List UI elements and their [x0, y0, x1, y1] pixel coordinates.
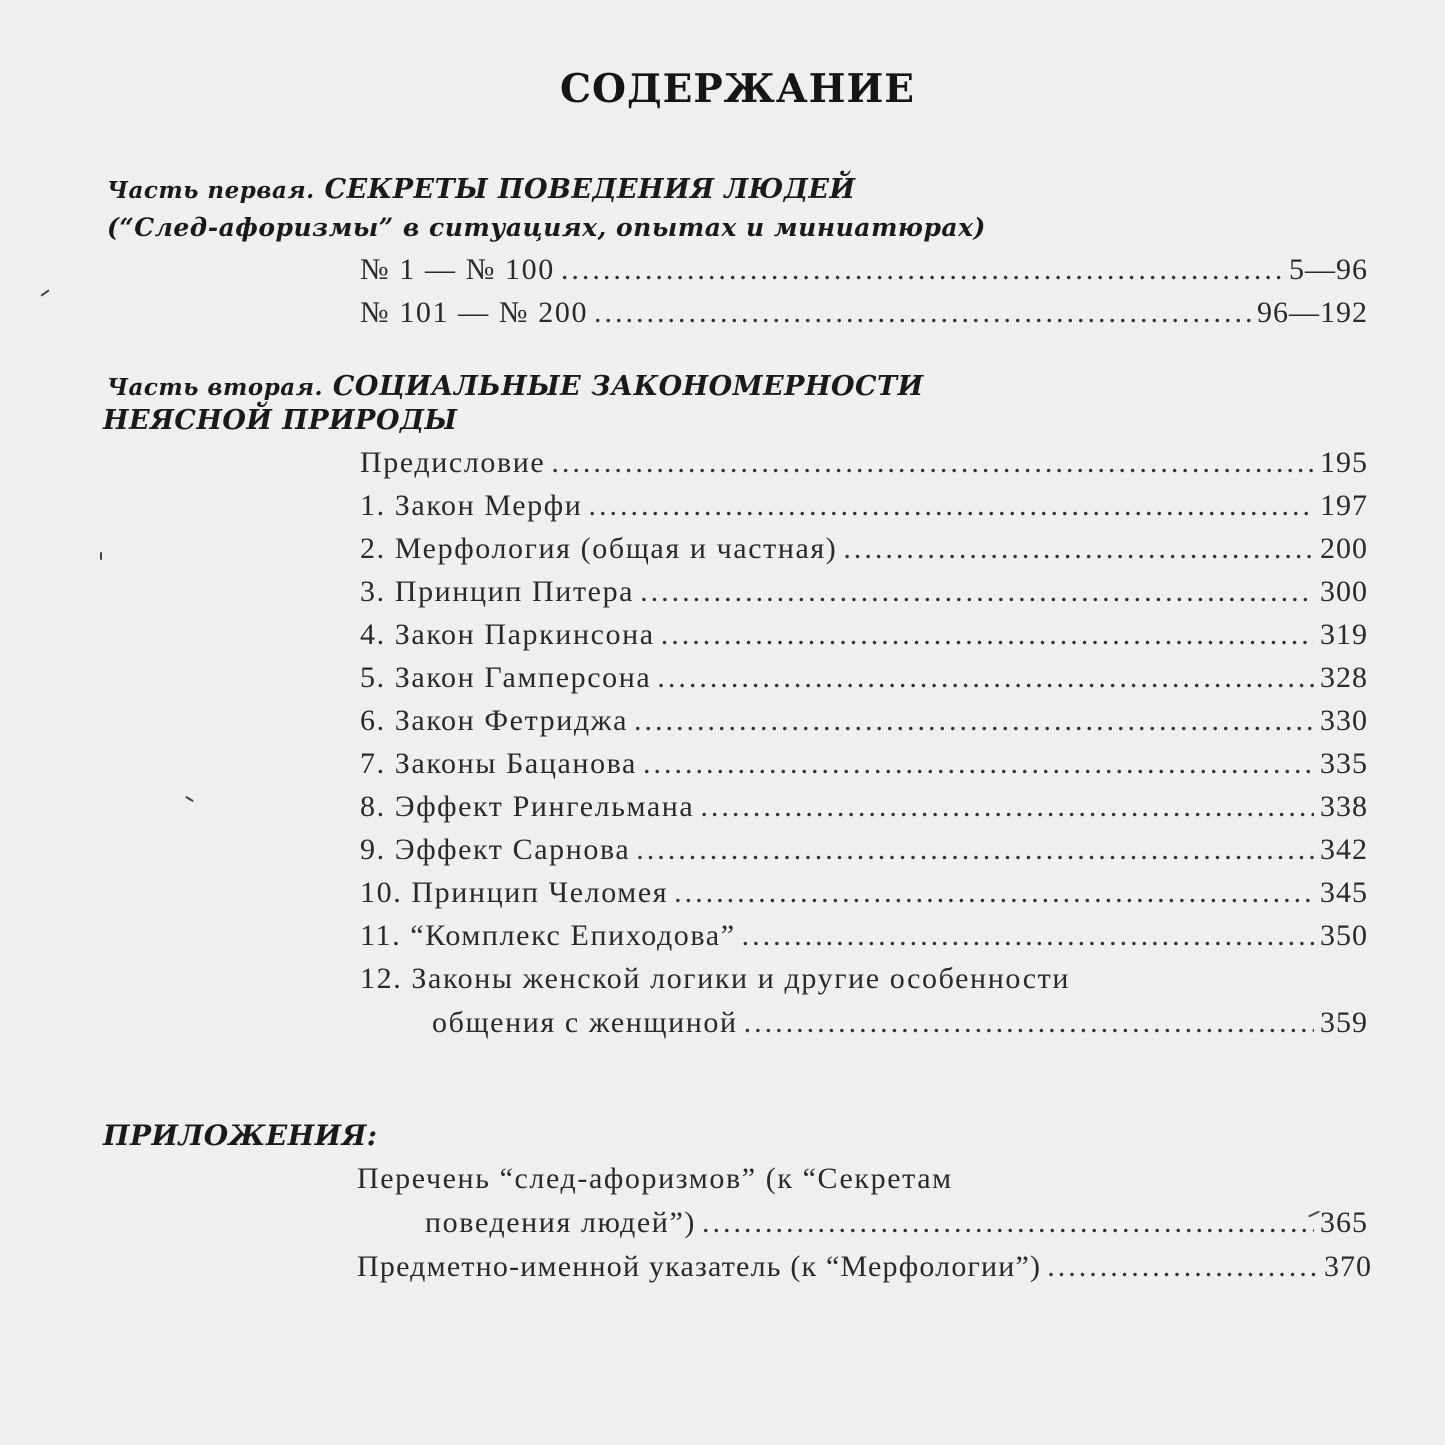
toc-entry-label: Предисловие	[360, 446, 546, 479]
toc-entry-label: 9. Эффект Сарнова	[360, 833, 631, 866]
toc-entry-label: 3. Принцип Питера	[360, 575, 635, 608]
toc-entry-page: 200	[1320, 532, 1368, 565]
toc-entry-label: поведения людей”)	[425, 1206, 696, 1239]
toc-entry-label: Предметно-именной указатель (к “Мерфологии”)	[357, 1250, 1042, 1283]
part2-title-line2: НЕЯСНОЙ ПРИРОДЫ	[103, 405, 458, 436]
toc-entry-label: 2. Мерфология (общая и частная)	[360, 532, 838, 565]
toc-entry	[360, 790, 1368, 824]
toc-entry-label: 7. Законы Бацанова	[360, 747, 637, 780]
part1-title: СЕКРЕТЫ ПОВЕДЕНИЯ ЛЮДЕЙ	[324, 174, 856, 205]
toc-entry-page: 335	[1320, 747, 1368, 780]
toc-entry-page: 370	[1324, 1250, 1372, 1283]
toc-entry-label-line1: Перечень “след-афоризмов” (к “Секретам	[357, 1162, 953, 1195]
toc-entry	[360, 618, 1368, 652]
dot-leader	[700, 790, 1314, 824]
toc-entry-page: 345	[1320, 876, 1368, 909]
dot-leader	[640, 575, 1314, 609]
toc-entry-page: 319	[1320, 618, 1368, 651]
toc-entry-page: 197	[1320, 489, 1368, 522]
toc-entry-label-line1: 12. Законы женской логики и другие особенности	[360, 962, 1070, 995]
toc-entry	[360, 532, 1368, 566]
dot-leader	[634, 704, 1314, 738]
dot-leader	[1047, 1250, 1318, 1284]
part1-subtitle: (“След-афоризмы” в ситуациях, опытах и миниатюрах)	[107, 213, 986, 242]
part2-lead: Часть вторая.	[107, 374, 324, 401]
part2-heading	[107, 369, 924, 406]
dot-leader	[657, 661, 1314, 695]
toc-entry	[432, 1006, 1368, 1040]
toc-entry	[360, 919, 1368, 953]
toc-entry-label: 8. Эффект Рингельмана	[360, 790, 695, 823]
dot-leader	[702, 1206, 1314, 1240]
toc-entry	[360, 747, 1368, 781]
toc-entry-page: 195	[1320, 446, 1368, 479]
part1-lead: Часть первая.	[107, 177, 315, 204]
toc-entry-page: 330	[1320, 704, 1368, 737]
toc-entry-label: 1. Закон Мерфи	[360, 489, 583, 522]
toc-entry-label: общения с женщиной	[432, 1006, 738, 1039]
toc-entry	[360, 704, 1368, 738]
toc-entry-label: № 1 — № 100	[360, 253, 555, 286]
dot-leader	[674, 876, 1314, 910]
toc-entry-label: 5. Закон Гамперсона	[360, 661, 652, 694]
toc-entry-page: 342	[1320, 833, 1368, 866]
toc-entry-page: 5—96	[1289, 253, 1368, 286]
toc-entry	[360, 833, 1368, 867]
toc-entry-label: 6. Закон Фетриджа	[360, 704, 629, 737]
toc-entry-label: 11. “Комплекс Епиходова”	[360, 919, 736, 952]
toc-entry-label: 10. Принцип Челомея	[360, 876, 669, 909]
dot-leader	[636, 833, 1314, 867]
toc-entry-page: 96—192	[1257, 296, 1368, 329]
dot-leader	[742, 919, 1314, 953]
toc-entry	[360, 661, 1368, 695]
toc-entry-page: 350	[1320, 919, 1368, 952]
dot-leader	[588, 489, 1314, 523]
toc-entry	[360, 489, 1368, 523]
toc-entry-page: 365	[1320, 1206, 1368, 1239]
dot-leader	[594, 296, 1251, 330]
dot-leader	[843, 532, 1314, 566]
toc-entry-label: 4. Закон Паркинсона	[360, 618, 655, 651]
toc-entry	[360, 253, 1368, 287]
scan-speck	[100, 552, 102, 560]
scan-speck	[40, 289, 49, 296]
toc-entry-page: 300	[1320, 575, 1368, 608]
toc-entry	[360, 296, 1368, 330]
toc-entry-page: 328	[1320, 661, 1368, 694]
part2-title-line1: СОЦИАЛЬНЫЕ ЗАКОНОМЕРНОСТИ	[332, 371, 924, 402]
appendix-heading: ПРИЛОЖЕНИЯ:	[103, 1119, 378, 1152]
dot-leader	[744, 1006, 1314, 1040]
toc-entry	[360, 575, 1368, 609]
dot-leader	[551, 446, 1314, 480]
toc-entry-label: № 101 — № 200	[360, 296, 589, 329]
dot-leader	[661, 618, 1314, 652]
dot-leader	[561, 253, 1283, 287]
toc-entry	[360, 876, 1368, 910]
toc-entry-page: 338	[1320, 790, 1368, 823]
toc-entry	[357, 1250, 1372, 1284]
toc-entry-page: 359	[1320, 1006, 1368, 1039]
toc-entry	[360, 446, 1368, 480]
part1-heading	[107, 172, 856, 209]
dot-leader	[643, 747, 1314, 781]
scan-speck	[185, 796, 194, 802]
page-title: СОДЕРЖАНИЕ	[559, 66, 916, 112]
toc-entry	[425, 1206, 1368, 1240]
